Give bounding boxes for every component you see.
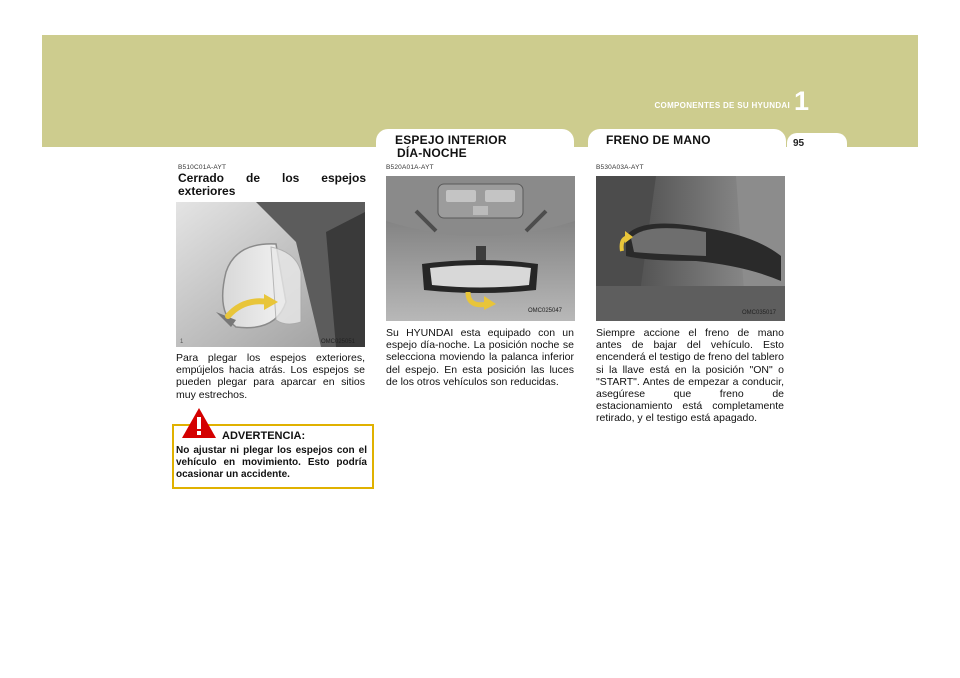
body-text: Su HYUNDAI esta equipado con un espejo día-noche. La posición noche se selecciona moviendo la palanca inferior del espejo. En esta posición las luces de los otros vehículos son reducidas.	[386, 327, 574, 388]
warning-text: No ajustar ni plegar los espejos con el vehículo en movimiento. Esto podría ocasionar un accidente.	[176, 445, 367, 480]
warning-title: ADVERTENCIA:	[222, 430, 306, 442]
photo-code: OMC035017	[742, 310, 777, 316]
espejo-interior-heading	[395, 134, 507, 160]
section-code: B530A03A-AYT	[596, 164, 644, 171]
mirror-photo	[176, 202, 365, 347]
section-code: B510C01A-AYT	[178, 164, 227, 171]
freno-de-mano-heading: FRENO DE MANO	[606, 133, 711, 147]
body-text: Siempre accione el freno de mano antes de bajar del vehículo. Esto encenderá el testigo de freno del tablero si la llave está en la posición "ON" o "START". Antes de empezar a conducir, asegúrese que freno de estacionamiento está completamente retirado, y el testigo está apagado.	[596, 327, 784, 425]
photo-corner-mark: 1	[180, 339, 184, 345]
chapter-number: 1	[794, 86, 810, 116]
section-title: Cerrado de los espejos exteriores	[178, 171, 366, 198]
rearview-mirror-photo	[386, 176, 575, 321]
body-text: Para plegar los espejos exteriores, empújelos hacia atrás. Los espejos se pueden plegar para aparcar en sitios muy estrechos.	[176, 352, 365, 401]
photo-code: OMC025051	[321, 339, 356, 345]
photo-code: OMC025047	[528, 308, 563, 314]
section-label: COMPONENTES DE SU HYUNDAI	[654, 101, 790, 110]
page-number: 95	[793, 138, 805, 149]
curved-arrow-icon	[464, 288, 498, 312]
curved-arrow-icon	[618, 231, 634, 253]
fold-arrow-icon	[224, 292, 279, 320]
section-code: B520A01A-AYT	[386, 164, 434, 171]
heading-line-2: DÍA-NOCHE	[397, 146, 467, 160]
warning-triangle-icon	[181, 407, 217, 439]
heading-line-1: ESPEJO INTERIOR	[395, 133, 507, 147]
parking-brake-photo	[596, 176, 785, 321]
